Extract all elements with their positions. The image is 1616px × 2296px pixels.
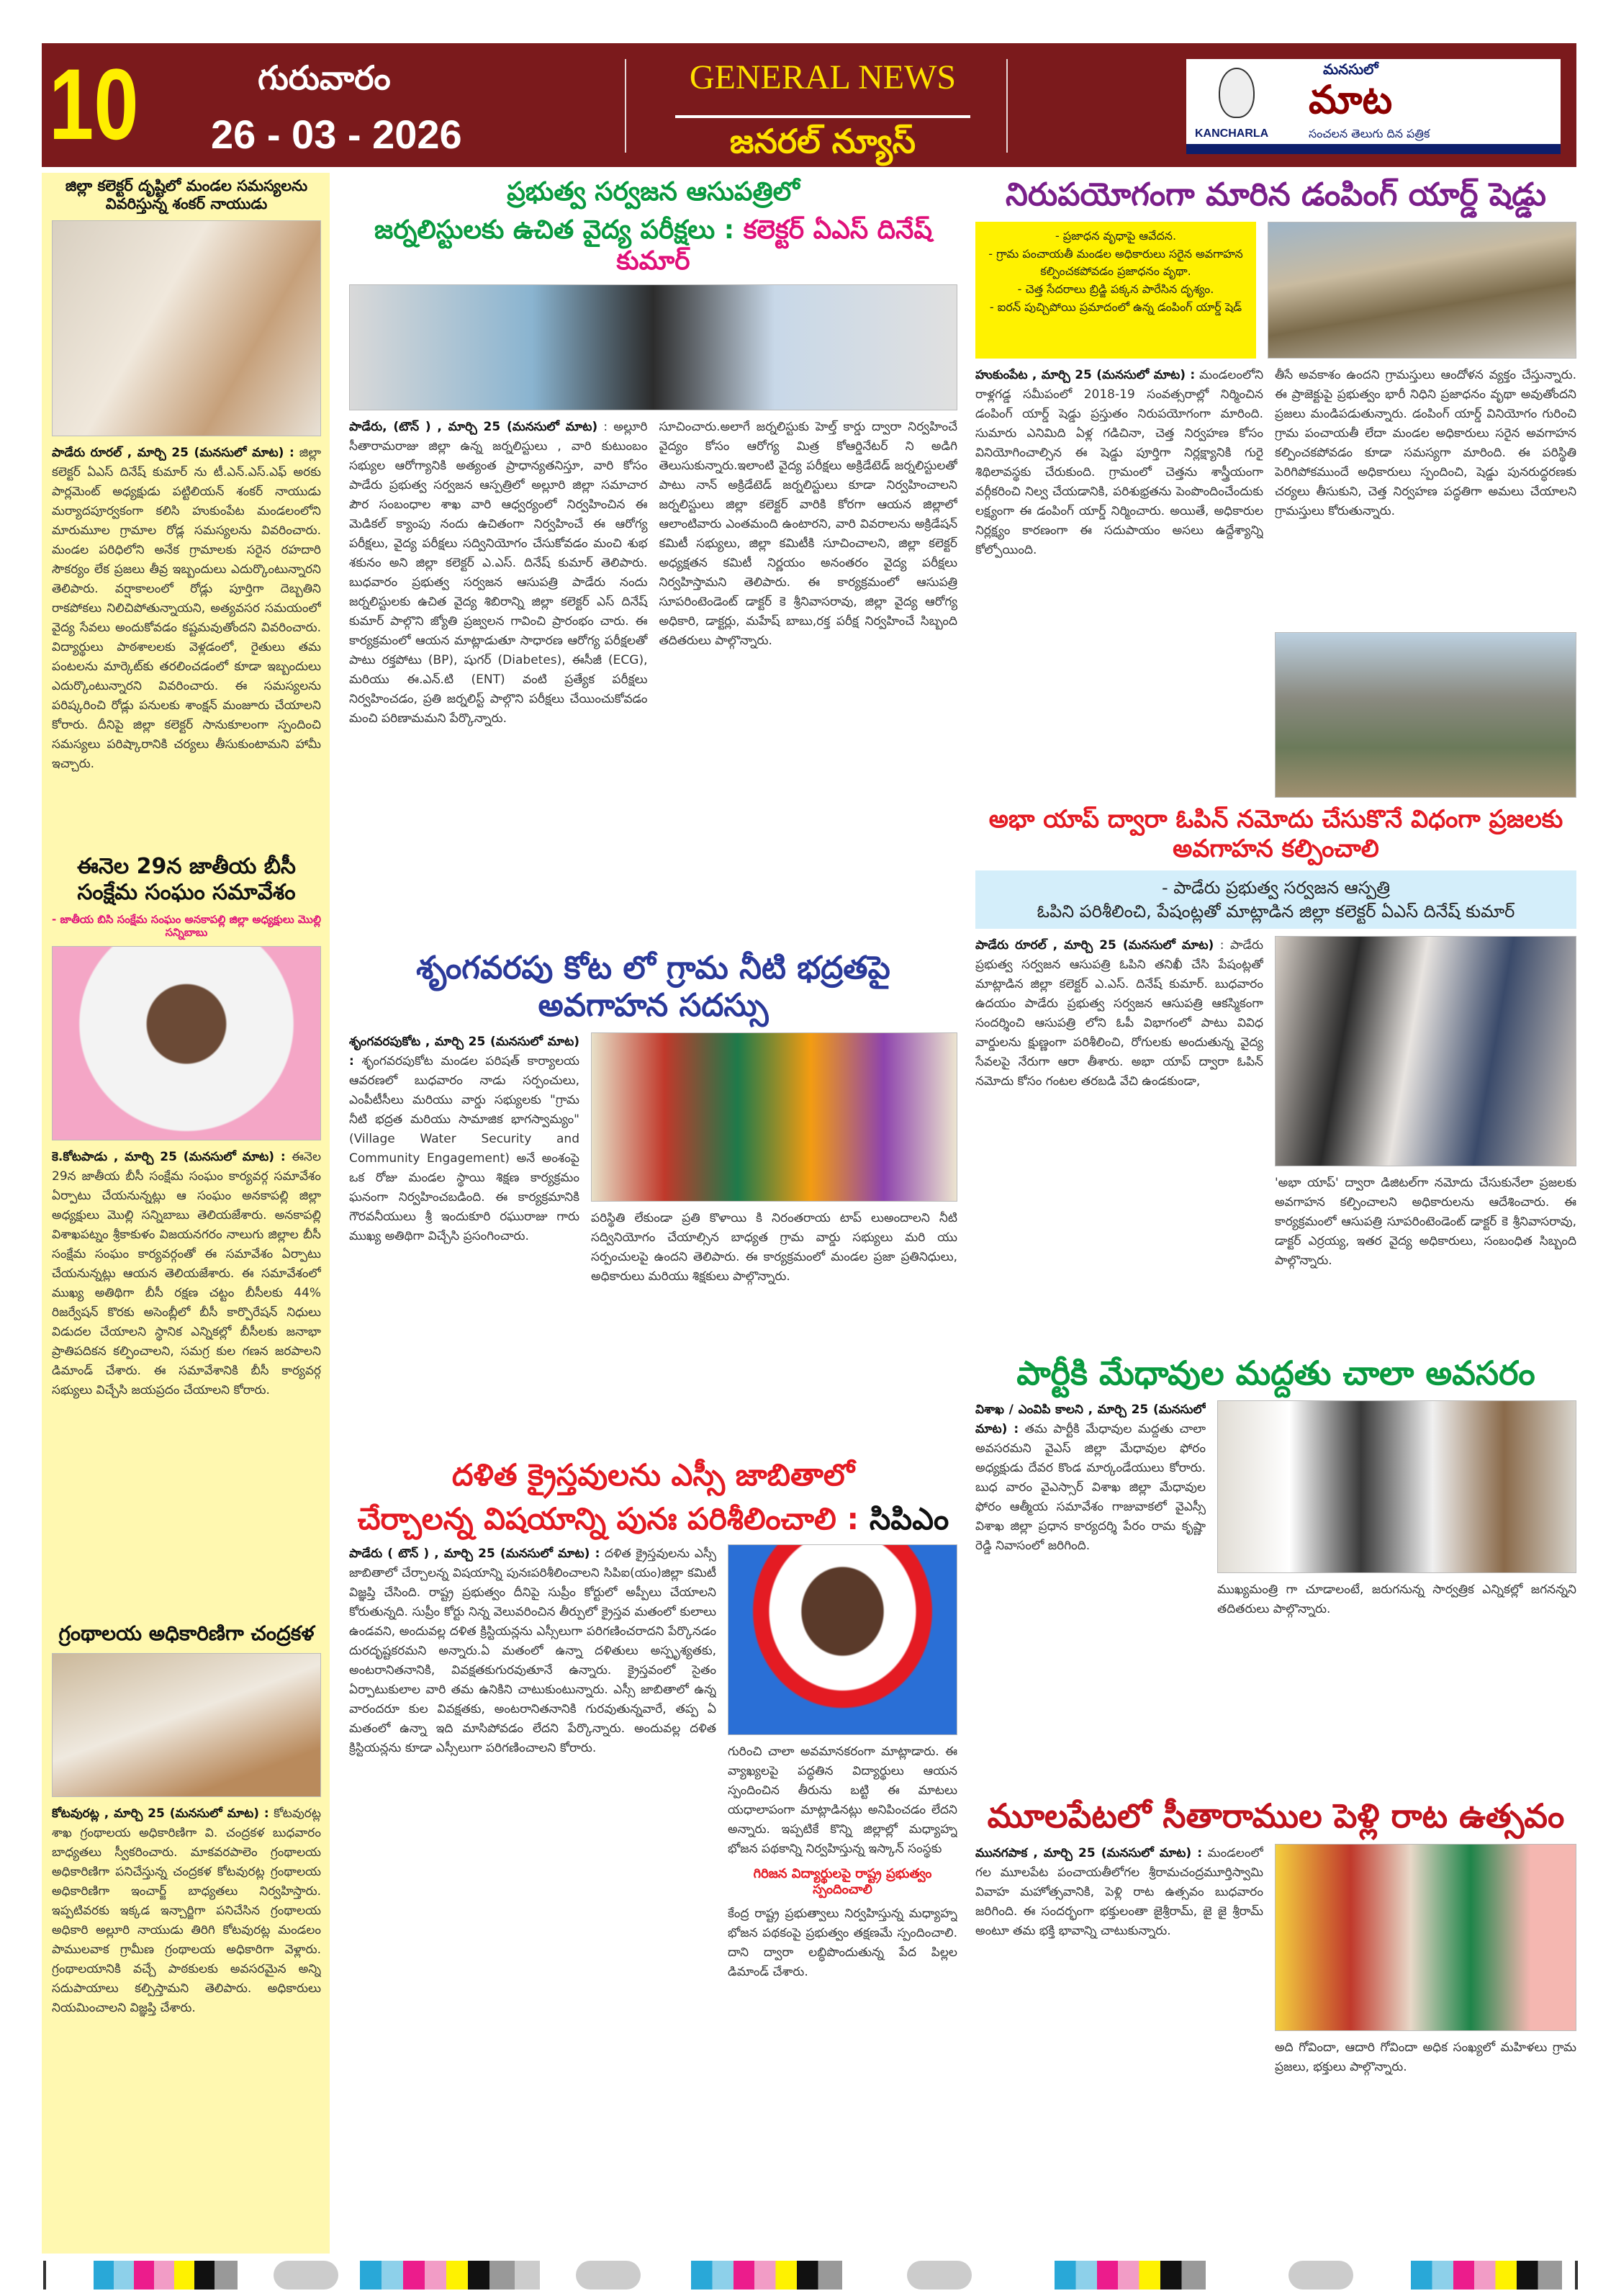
article-text: : పాడేరు ప్రభుత్వ సర్వజన ఆసుపత్రి ఓపిని తనిఖీ చేసి పేషంట్లతో మాట్లాడిన జిల్లా కలెక్టర్ ఎ.ఎస్. దినేష్ కుమార్. బుధవారం ఉదయం పాడేరు ప్రభుత్వ సర్వజన ఆసుపత్రి ఆకస్మికంగా సందర్శించి ఆసుపత్రి లోని ఓపీ విభాగంలో పాటు వివిధ వార్డులను క్షుణ్ణంగా పరిశీలించి, రోగులకు అందుతున్న వైద్య సేవలపై నేరుగా ఆరా తీశారు. అభా యాప్ ద్వారా ఓపిన్ నమోదు కోసం గంటల తరబడి వేచి ఉండకుండా, [975,938,1263,1089]
logo-prefix: మనసులో [1323,60,1378,78]
article-text: తమ పార్టీకి మేధావుల మద్దతు చాలా అవసరమని వైఎస్ జిల్లా మేధావుల ఫోరం అధ్యక్షుడు దేవర కొండ మార్కండేయులు కోరారు. బుధ వారం వైఎస్సార్ విశాఖ జిల్లా మేధావుల ఫోరం ఆత్మీయ సమావేశం గాజువాకలో వైఎస్సీ విశాఖ జిల్లా ప్రధాన కార్యదర్శి పేరం రామ కృష్ణా రెడ్డి నివాసంలో జరిగింది. [975,1422,1206,1554]
photo-library-officer [52,1653,321,1797]
section-title-en: GENERAL NEWS [689,58,957,96]
headline [349,215,957,276]
article-body [52,444,321,832]
photo-medical-camp [349,284,957,410]
article-columns [975,1844,1576,2254]
photo-temple-festival [1275,1844,1576,2031]
article-body [52,1804,321,2254]
dateline: శృంగవరపుకోట , మార్చి 25 (మనసులో మాట) : [349,1035,579,1069]
headline: అభా యాప్ ద్వారా ఓపిన్ నమోదు చేసుకొనే విధంగా ప్రజలకు అవగాహన కల్పించాలి [988,804,1563,863]
gray-patch [1288,2261,1353,2290]
article-text: మండలంలో గల మూలపేట పంచాయతీలోగల శ్రీరామచంద్రమూర్తిస్వామి వివాహ మహోత్సవానికి, పెళ్లి రాట ఉత్సవం బుధవారం జరిగింది. ఈ సందర్భంగా భక్తులంతా జైశ్రీరామ్, జై జై శ్రీరామ్ అంటూ తమ భక్తి భావాన్ని చాటుకున్నారు. [975,1845,1263,1938]
photo-cpm-leader [728,1544,957,1735]
article-body: 'అభా యాప్' ద్వారా డిజిటల్‌గా నమోదు చేసుకునేలా ప్రజలకు అవగాహన కల్పించాలని అధికారులను ఆదేశించారు. ఈ కార్యక్రమంలో ఆసుపత్రి సూపరింటెండెంట్ డాక్టర్ కె శ్రీనివాసరావు, డాక్టర్ ఎర్రయ్య, ఇతర వైద్య అధికారులు, సంబంధిత సిబ్బంది పాల్గొన్నారు. [1275,1176,1576,1269]
kicker: ప్రభుత్వ సర్వజన ఆసుపత్రిలో [507,177,800,207]
subheadline: ఓపిని పరిశీలించి, పేషంట్లతో మాట్లాడిన జిల్లా కలెక్టర్ ఏఎస్ దినేష్ కుమార్ [1037,901,1515,922]
article-text: మండలంలోని రాళ్లగడ్డ సమీపంలో 2018-19 సంవత్సరాల్లో నిర్మించిన డంపింగ్ యార్డ్ షెడ్డు ప్రస్తుతం నిరుపయోగంగా మారింది. సుమారు ఎనిమిది ఏళ్ల గడిచినా, చెత్త నిర్వహణ కోసం వినియోగించాల్సిన ఈ షెడ్డు పూర్తిగా నిర్లక్ష్యానికి గురై శిథిలావస్థకు చేరుకుంది. గ్రామంలో చెత్తను శాస్త్రీయంగా వర్గీకరించి నిల్వ చేయడానికి, పరిశుభ్రతను పెంపొందించేందుకు లక్ష్యంగా ఈ డంపింగ్ యార్డ్ నిర్మించారు. అయితే, అధికారుల నిర్లక్ష్యం కారణంగా ఈ సదుపాయం అసలు ఉద్దేశ్యాన్ని కోల్పోయింది. [975,367,1263,557]
article-columns [349,418,957,942]
dateline: పాడేరు ( టౌన్ ) , మార్చి 25 (మనసులో మాట) : [349,1546,600,1561]
highlights-row [975,222,1576,359]
subheadline: గిరిజన విద్యార్థులపై రాష్ట్ర ప్రభుత్వం స్పందించాలి [753,1865,932,1897]
highlight-item: - చెత్త సేదరాలు బ్రిడ్జి పక్కన పారేసిన దృశ్యం. [1017,282,1214,297]
article-text: దళిత క్రైస్తవులను ఎస్సీ జాబితాలో చేర్చాలన్న విషయాన్ని పునఃపరిశీలించాలని సిపిఐ(యం)జిల్లా కమిటీ విజ్ఞప్తి చేసింది. రాష్ట్ర ప్రభుత్వం దీనిపై సుప్రీం కోర్టులో అప్పీలు చేయాలని కోరుతున్నది. సుప్రీం కోర్టు నిన్న వెలువరించిన తీర్పులో క్రైస్తవ మతంలో కులాలు ఉండవని, అందువల్ల దళిత క్రిస్టియన్లను ఎస్సీలుగా పరిగణించరాదని పేర్కొనడం దురదృష్టకరమని అన్నారు.ఏ మతంలో ఉన్నా దళితులు అస్పృశ్యతకు, అంటరానితనానికి, వివక్షతకుగురవుతూనే ఉన్నారు. క్రైస్తవంలో సైతం ఏర్పాటుకులాల వారి తమ ఉనికిని చాటుకుంటున్నారు. ఎస్సీ జాబితాలో ఉన్న వారందరూ కుల వివక్షతకు, అంటరానితనానికి గురవుతున్నవారే, తప్ప ఏ మతంలో ఉన్నా ఇది మాసిపోవడం లేదని పేర్కొన్నారు. అందువల్ల దళిత క్రిస్టియన్లను కూడా ఎస్సీలుగా పరిగణించాలని కోరారు. [349,1546,716,1755]
headline: శృంగవరపు కోట లో గ్రామ నీటి భద్రతపై అవగాహన సదస్సు [416,949,890,1025]
photo-shed [1275,632,1576,798]
article-body: కేంద్ర రాష్ట్ర ప్రభుత్వాలు నిర్వహిస్తున్న మధ్యాహ్న భోజన పథకంపై ప్రభుత్వం తక్షణమే స్పందించాలి. దాని ద్వారా లబ్ధిపొందుతున్న పేద పిల్లల డిమాండ్ చేశారు. [728,1906,957,1980]
dateline: పాడేరు, (టౌన్ ) , మార్చి 25 (మనసులో మాట) [349,419,598,434]
headline: మూలపేటలో సీతారాముల పెళ్లి రాట ఉత్సవం [987,1796,1565,1836]
mascot-icon [1219,68,1255,118]
divider [1006,59,1008,153]
article-body [349,1032,579,1450]
date-label: 26 - 03 - 2026 [211,112,462,157]
right-column [975,176,1576,2254]
divider [625,59,626,153]
article-columns [975,1400,1576,1789]
gray-patch [576,2261,641,2290]
gray-patch [907,2261,972,2290]
dateline: పాడేరు రూరల్ , మార్చి 25 (మనసులో మాట) : [52,446,294,461]
highlight-item: - ఐరన్ పుచ్చిపోయి ప్రమాదంలో ఉన్న డంపింగ్ యార్డ్ షెడ్ [989,300,1242,314]
registration-mark [43,2261,46,2290]
photo-collector-meeting [52,220,321,436]
color-bar [1411,2261,1562,2290]
photo-forum-meeting [1217,1400,1576,1573]
dateline: కోటవురట్ల , మార్చి 25 (మనసులో మాట) : [52,1806,269,1821]
center-column [349,176,957,2254]
color-bar [691,2261,842,2290]
section-title-te: జనరల్ న్యూస్ [729,122,916,161]
article-body [975,1844,1263,2254]
headline-part: చేర్చాలన్న విషయాన్ని పునః పరిశీలించాలి : [357,1500,859,1536]
color-bar [360,2261,540,2290]
headline-part: జర్నలిస్టులకు ఉచిత వైద్య పరీక్షలు : [374,215,735,246]
highlight-list [980,228,1252,317]
color-bar [94,2261,238,2290]
photo-portrait [52,946,321,1140]
article-text: కోటవురట్ల శాఖ గ్రంథాలయ అధికారిణిగా వి. చంద్రకళ బుధవారం బాధ్యతలు స్వీకరించారు. మాకవరపాలెం గ్రంథాలయ అధికారిణిగా పనిచేస్తున్న చంద్రకళ కోటవురట్ల గ్రంథాలయ అధికారిణిగా ఇంచార్జ్ బాధ్యతలు నిర్వహిస్తారు. ఇప్పటివరకు ఇక్కడ ఇన్చార్జిగా పనిచేసిన గ్రంథాలయ అధికారి అల్లూరి నాయుడు తిరిగి కోటవురట్ల మండలం పాములవాక గ్రామీణ గ్రంథాలయ అధికారిగా వెళ్లారు. గ్రంథాలయానికి వచ్చే పాఠకులకు అవసరమైన అన్ని సదుపాయాలు కల్పిస్తామని తెలిపారు. అధికారులు నియమించాలని విజ్ఞప్తి చేశారు. [52,1806,321,2015]
headline: ఈనెల 29న జాతీయ బీసీ సంక్షేమ సంఘం సమావేశం [77,854,296,906]
article-body: అది గోవిందా, ఆదారి గోవిందా అధిక సంఖ్యలో మహిళలు గ్రామ ప్రజలు, భక్తులు పాల్గొన్నారు. [1275,2040,1576,2074]
article-body [975,1400,1206,1789]
article-text: : అల్లూరి సీతారామరాజు జిల్లా ఉన్న జర్నలిస్టులు , వారి కుటుంబం సభ్యుల ఆరోగ్యానికి అత్యంత ప్రాధాన్యతనిస్తూ, వారి కోసం పాడేరు ప్రభుత్వ సర్వజన ఆస్పత్రిలో అల్లూరి జిల్లా సమాచార పౌర సంబంధాల శాఖ వారి ఆధ్వర్యంలో నిర్వహించిన ఈ మెడికల్ క్యాంపు నందు ఉచితంగా నిర్వహించే ఈ ఆరోగ్య పరీక్షలు, వైద్య పరీక్షలు సద్వినియోగం చేసుకోవడం మంచి శుభ శకునం అని జిల్లా కలెక్టర్ ఎ.ఎస్. దినేష్ కుమార్ తెలిపారు. బుధవారం ప్రభుత్వ సర్వజన ఆసుపత్రి పాడేరు నందు జర్నలిస్టులకు ఉచిత వైద్య శిబిరాన్ని జిల్లా కలెక్టర్ ఎస్ దినేష్ కుమార్ పాల్గొని జ్యోతి ప్రజ్వలన గావించి ప్రారంభం చారు. ఈ కార్యక్రమంలో ఆయన మాట్లాడుతూ సాధారణ ఆరోగ్య పరీక్షలతో పాటు రక్తపోటు (BP), షుగర్ (Diabetes), ఈసీజీ (ECG), మరియు ఈ.ఎన్.టి (ENT) వంటి ప్రత్యేక పరీక్షలు నిర్వహించడం, ప్రతి జర్నలిస్ట్ పాల్గొని పరీక్షలు చేయించుకోవడం మంచి పరిణామమని పేర్కొన్నారు. [349,419,648,726]
logo-tagline: సంచలన తెలుగు దిన పత్రిక [1309,127,1430,140]
headline: దళిత క్రైస్తవులను ఎస్సీ జాబితాలో [451,1457,855,1493]
highlights-box [975,222,1256,359]
dateline: విశాఖ / ఎంవిపి కాలని , మార్చి 25 (మనసులో మాట) : [975,1403,1206,1437]
headline-part: కలెక్టర్ ఏఎస్ దినేష్ కుమార్ [616,215,932,276]
photo-dumping-yard [1268,222,1576,359]
headline-part: సిపిఎం [869,1500,949,1536]
day-label: గురువారం [258,58,391,97]
dateline: హుకుంపేట , మార్చి 25 (మనసులో మాట) : [975,367,1196,382]
highlight-item: - ప్రజాధన వృధాపై ఆవేదన. [1055,228,1177,243]
article-body: సూచించారు.అలాగే జర్నలిస్టుకు హెల్త్ కార్డు ద్వారా నిర్వహించే వైద్యం కోసం ఆరోగ్య మిత్ర కోఆర్డినేటర్ ని అడిగి తెలుసుకున్నారు.ఇలాంటి వైద్య పరీక్షలు అక్రిడేటెడ్ జర్నలిస్టులతో పాటు నాన్ అక్రిడేటెడ్ జర్నలిస్టులు కూడా నిర్వహించాలని జర్నలిస్టులు జిల్లా కలెక్టర్ వారికి కోరగా ఆయన జిల్లాలో ఆలాంటివారు ఎంతమంది ఉంటారని, వారి వివరాలను అక్రిడేషన్ కమిటీ సభ్యులు, జిల్లా కమిటీకి సూచించాలని, జిల్లా కలెక్టర్ అధ్యక్షతన కమిటీ నిర్ణయం అనంతరం వైద్య పరీక్షలు నిర్వహిస్తామని తెలిపారు. ఈ కార్యక్రమంలో ఆసుపత్రి సూపరింటెండెంట్ డాక్టర్ కె శ్రీనివాసరావు, జిల్లా వైద్య ఆరోగ్య అధికారి, డాక్టర్లు, మహేష్ బాబు,రక్త పరీక్ష నిర్వహించే సిబ్బంది తదితరులు పాల్గొన్నారు. [659,419,957,648]
dateline: పాడేరు రూరల్ , మార్చి 25 (మనసులో మాట) [975,938,1214,953]
photo-awareness-session [591,1032,957,1202]
color-bar [1055,2261,1206,2290]
dateline: మునగపాక , మార్చి 25 (మనసులో మాట) : [975,1845,1203,1860]
article-body: పరిస్థితి లేకుండా ప్రతి కొళాయి కి నిరంతరాయ టాప్ లుఅందాలని నీటి సద్వినియోగం చేయాల్సిన బాధ్యత గ్రామ వార్డు సభ్యులు మరి యు సర్పంచులపై ఉందని తెలిపారు. ఈ కార్యక్రమంలో మండల ప్రజా ప్రతినిధులు, అధికారులు మరియు శిక్షకులు పాల్గొన్నారు. [591,1211,957,1284]
headline: జిల్లా కలెక్టర్ దృష్టిలో మండల సమస్యలను వివరిస్తున్న శంకర్ నాయుడు [65,177,308,213]
subheadline: - జాతీయ బిసి సంక్షేమ సంఘం అనకాపల్లి జిల్లా అధ్యక్షులు మొల్లి సన్నిబాబు [52,913,321,940]
highlight-item: - గ్రామ పంచాయతీ మండల అధికారులు సరైన అవగాహన కల్పించకపోవడం ప్రజాధనం వృథా. [988,246,1243,279]
article-columns [975,366,1576,798]
article-columns [349,1032,957,1450]
newspaper-logo [1186,59,1561,154]
subheadline: - పాడేరు ప్రభుత్వ సర్వజన ఆస్పత్రి [1161,878,1391,899]
masthead [42,43,1576,167]
page-number: 10 [49,48,139,161]
headline: నిరుపయోగంగా మారిన డంపింగ్ యార్డ్ షెడ్డు [1005,176,1547,213]
article-body: గురించి చాలా అవమానకరంగా మాట్లాడారు. ఈ వ్యాఖ్యలపై పద్ధతిన విద్యార్థులు ఆయన స్పందించిన తీరును బట్టి ఈ మాటలు యధాలాపంగా మాట్లాడినట్లు అనిపించడం లేదని అన్నారు. ఇప్పటికే కొన్ని జిల్లాల్లో మధ్యాహ్న భోజన పథకాన్ని నిర్వహిస్తున్న ఇస్కాన్ సంస్థకు [728,1744,957,1856]
article-text: జిల్లా కలెక్టర్ ఏఎస్ దినేష్ కుమార్ ను టీ.ఎన్.ఎస్.ఎఫ్ అరకు పార్లమెంట్ అధ్యక్షుడు పట్టిలియన్ శంకర్ నాయుడు మర్యాదపూర్వకంగా కలిసి హుకుంపేట మండలంలోని మారుమూల గ్రామాల రోడ్ల సమస్యలను వివరించారు. మండల పరిధిలోని అనేక గ్రామాలకు సరైన రహదారి సౌకర్యం లేక ప్రజలు తీవ్ర ఇబ్బందులు ఎదుర్కొంటున్నారని తెలిపారు. వర్షాకాలంలో రోడ్లు పూర్తిగా దెబ్బతిని రాకపోకలు నిలిచిపోతున్నాయని, అత్యవసర సమయంలో వైద్య సేవలు అందుకోవడం కష్టమవుతోందని వివరించారు. విద్యార్థులు పాఠశాలలకు వెళ్లడంలో, రైతులు తమ పంటలను మార్కెట్‌కు తరలించడంలో కూడా ఇబ్బందులు ఎదుర్కొంటున్నారని వివరించారు. ఈ సమస్యలను పరిష్కరించి రోడ్లు పనులకు శాంక్షన్ మంజూరు చేయాలని కోరారు. దీనిపై జిల్లా కలెక్టర్ సానుకూలంగా స్పందించి సమస్యలు పరిష్కారానికి చర్యలు తీసుకుంటామని హామీ ఇచ్చారు. [52,446,321,772]
article-body: ముఖ్యమంత్రి గా చూడాలంటే, జరుగనున్న సార్వత్రిక ఎన్నికల్లో జగనన్నని తదితరులు పాల్గొన్నారు. [1217,1583,1576,1617]
headline [349,1501,957,1537]
headline: గ్రంథాలయ అధికారిణిగా చంద్రకళ [58,1621,315,1646]
logo-brand: KANCHARLA [1195,127,1269,140]
registration-mark [1575,2261,1578,2290]
dateline: కె.కోటపాడు , మార్చి 25 (మనసులో మాట) : [52,1150,286,1165]
gray-patch [274,2261,338,2290]
article-body [52,1148,321,1614]
subhead-box [975,870,1576,929]
photo-hospital-inspection [1275,936,1576,1166]
article-body [349,418,648,942]
article-body [349,1544,716,2254]
article-body [975,366,1263,798]
left-column [42,173,330,2254]
article-text: శృంగవరపుకోట మండల పరిషత్ కార్యాలయ ఆవరణలో బుధవారం నాడు సర్పంచులు, ఎంపీటీసీలు మరియు వార్డు సభ్యులకు "గ్రామ నీటి భద్రత మరియు సామాజిక భాగస్వామ్యం" (Village Water Security and Community Engagement) అనే అంశంపై ఒక రోజు మండల స్థాయి శిక్షణ కార్యక్రమం ఘనంగా నిర్వహించబడింది. ఈ కార్యక్రమానికి గౌరవనీయులు శ్రీ ఇందుకూరి రఘురాజు గారు ముఖ్య అతిథిగా విచ్చేసి ప్రసంగించారు. [349,1054,579,1244]
article-text: ఈనెల 29న జాతీయ బీసీ సంక్షేమ సంఘం కార్యవర్గ సమావేశం ఏర్పాటు చేయనున్నట్లు ఆ సంఘం అనకాపల్లి జిల్లా అధ్యక్షులు మొల్లి సన్నిబాబు తెలియజేశారు. అనకాపల్లి విశాఖపట్నం శ్రీకాకుళం విజయనగరం నాలుగు జిల్లాల బీసీ సంక్షేమ సంఘం కార్యవర్గంతో ఈ సమావేశం ఏర్పాటు చేయనున్నట్లు ఆయన తెలియజేశారు. ఈ సమావేశంలో ముఖ్య అతిథిగా బీసీ రక్షణ చట్టం బీసీలకు 44% రిజర్వేషన్ కొరకు అసెంబ్లీలో బీసీ కార్పొరేషన్ నిధులు విడుదల చేయాలని స్థానిక ఎన్నికల్లో బీసీలకు జనాభా ప్రాతిపదికన కల్పించాలని, సమగ్ర కుల గణన జరపాలని డిమాండ్ చేశారు. ఈ సమావేశానికి బీసీ కార్యవర్గ సభ్యులు విచ్చేసి జయప్రదం చేయాలని కోరారు. [52,1150,321,1398]
article-columns [975,936,1576,1346]
headline: పార్టీకి మేధావుల మద్దతు చాలా అవసరం [1016,1354,1535,1393]
article-body: తీసే అవకాశం ఉందని గ్రామస్తులు ఆందోళన వ్యక్తం చేస్తున్నారు. ఈ ప్రాజెక్టుపై ప్రభుత్వం భారీ నిధిని ప్రజాధనం వృథా అవుతోందని ప్రజలు మండిపడుతున్నారు. డంపింగ్ యార్డ్ వినియోగం గురించి గ్రామ పంచాయతీ లేదా మండల అధికారులు సరైన అవగాహన కల్పించకపోవడం కూడా సమస్యగా మారింది. ఈ పరిస్థితి పెరిగిపోకముందే అధికారులు స్పందించి, షెడ్డు పునరుద్ధరణకు చర్యలు తీసుకుని, చెత్త నిర్వహణ పద్ధతిగా అమలు చేయాలని గ్రామస్తులు కోరుతున్నారు. [1275,367,1576,518]
article-columns [349,1544,957,2254]
divider [675,115,970,118]
logo-name: మాట [1309,77,1393,122]
article-body [975,936,1263,1346]
